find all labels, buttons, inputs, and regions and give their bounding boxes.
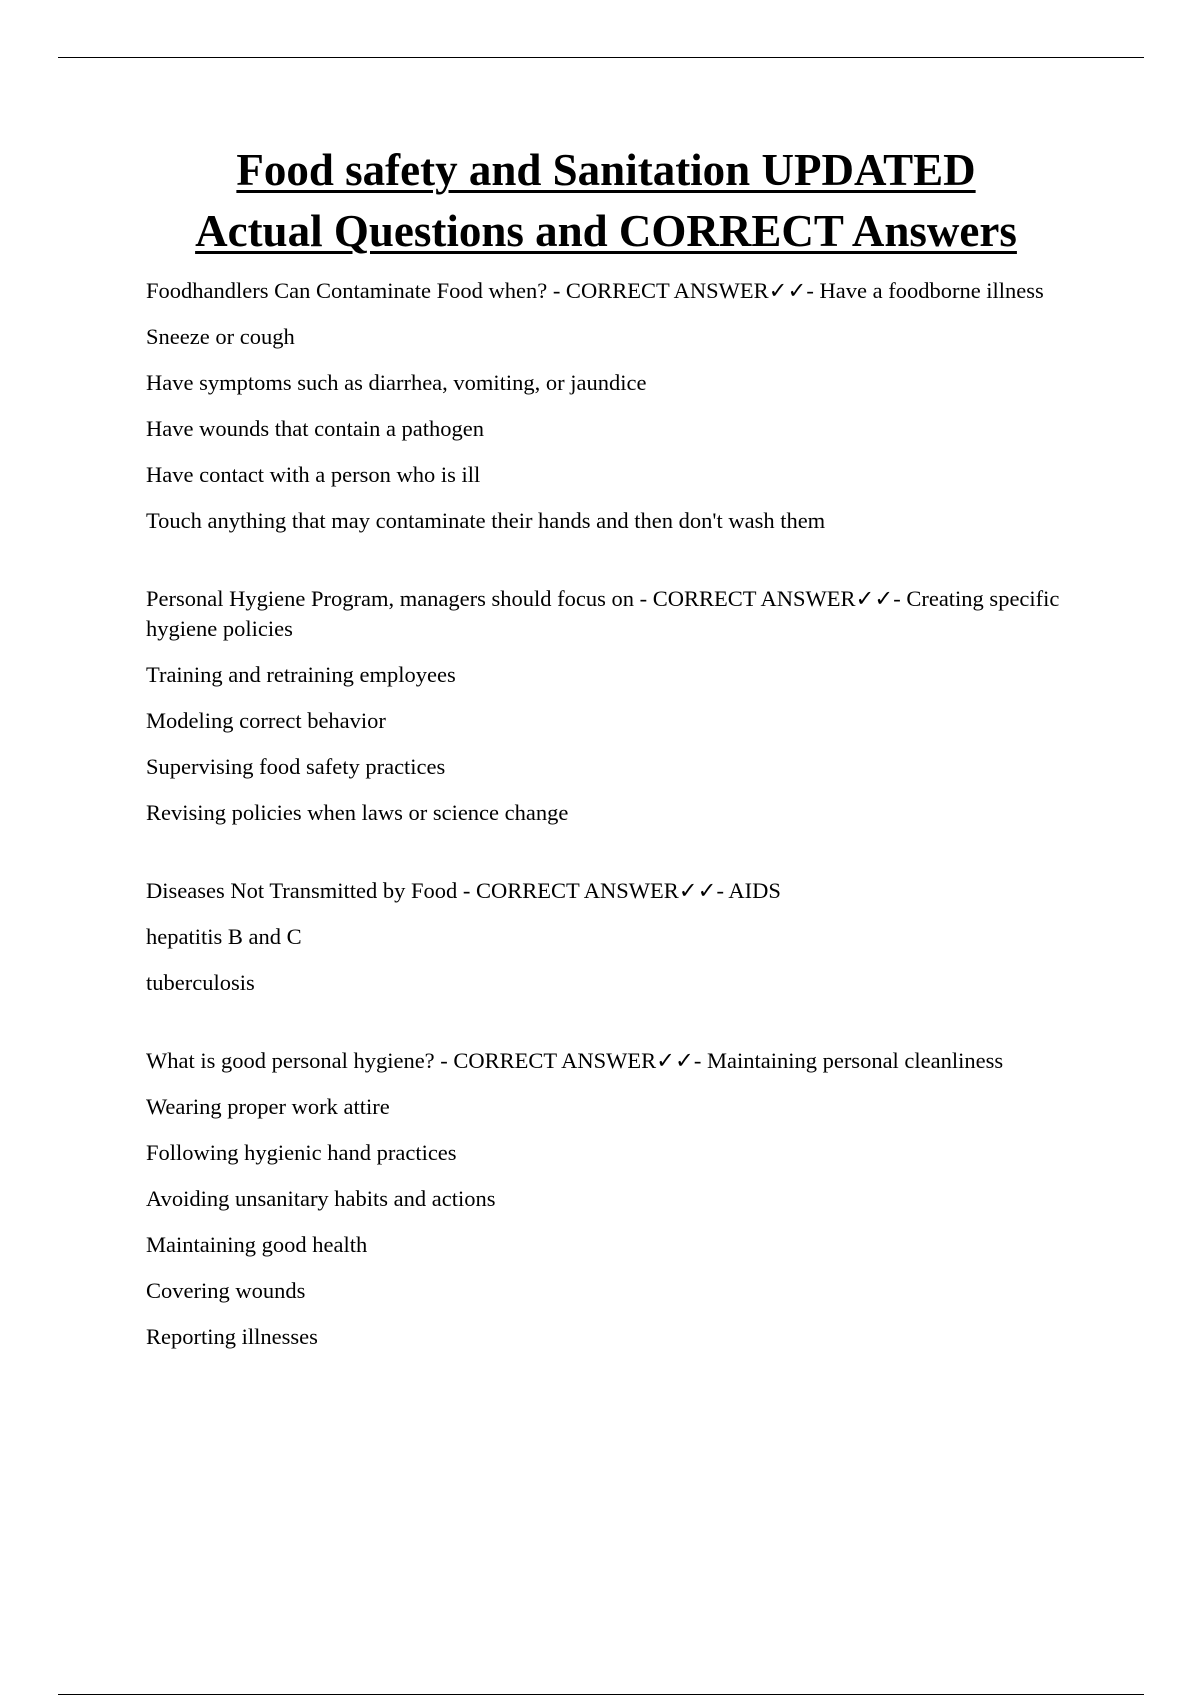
answer-item: Modeling correct behavior <box>146 708 386 733</box>
answer-item: Supervising food safety practices <box>146 754 446 779</box>
header-rule <box>58 57 1144 58</box>
answer-item: Revising policies when laws or science change <box>146 800 569 825</box>
question-text: What is good personal hygiene? - CORRECT ANSWER✓✓- Maintaining personal cleanliness <box>146 1048 1004 1073</box>
qa-block <box>146 584 1066 828</box>
answer-item: Avoiding unsanitary habits and actions <box>146 1186 496 1211</box>
question-text: Personal Hygiene Program, managers should focus on - CORRECT ANSWER✓✓- Creating specific hygiene policies <box>146 586 1060 641</box>
answer-item: Covering wounds <box>146 1278 306 1303</box>
answer-list <box>146 922 1066 998</box>
answer-item: Wearing proper work attire <box>146 1094 390 1119</box>
answer-item: Following hygienic hand practices <box>146 1140 457 1165</box>
answer-item: Have contact with a person who is ill <box>146 462 481 487</box>
answer-item: tuberculosis <box>146 970 255 995</box>
answer-item: hepatitis B and C <box>146 924 302 949</box>
answer-item: Have wounds that contain a pathogen <box>146 416 485 441</box>
question-text: Diseases Not Transmitted by Food - CORRECT ANSWER✓✓- AIDS <box>146 878 781 903</box>
answer-list <box>146 322 1066 536</box>
qa-block <box>146 1046 1066 1352</box>
document-title: Food safety and Sanitation UPDATED Actual Questions and CORRECT Answers <box>195 145 1017 256</box>
qa-list <box>146 276 1066 1352</box>
answer-item: Reporting illnesses <box>146 1324 318 1349</box>
answer-list <box>146 660 1066 828</box>
answer-item: Have symptoms such as diarrhea, vomiting, or jaundice <box>146 370 647 395</box>
qa-block <box>146 276 1066 536</box>
question-text: Foodhandlers Can Contaminate Food when? - CORRECT ANSWER✓✓- Have a foodborne illness <box>146 278 1044 303</box>
answer-item: Touch anything that may contaminate their hands and then don't wash them <box>146 508 826 533</box>
document-page <box>146 140 1066 1352</box>
answer-item: Maintaining good health <box>146 1232 368 1257</box>
answer-item: Sneeze or cough <box>146 324 295 349</box>
answer-list <box>146 1092 1066 1352</box>
qa-block <box>146 876 1066 998</box>
answer-item: Training and retraining employees <box>146 662 456 687</box>
footer-rule <box>58 1694 1144 1695</box>
